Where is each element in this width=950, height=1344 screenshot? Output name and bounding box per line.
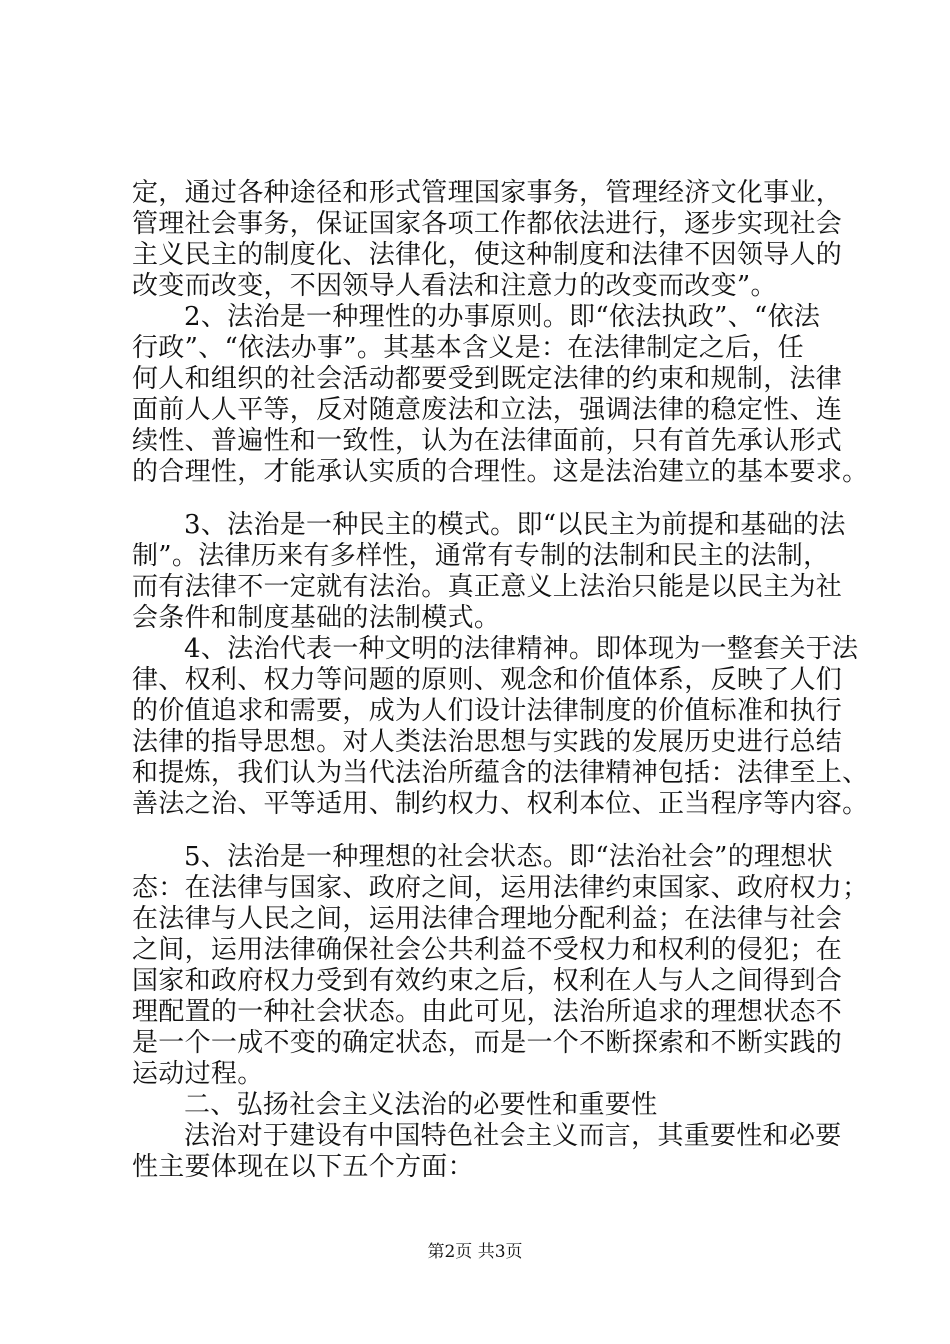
text-line: 的价值追求和需要，成为人们设计法律制度的价值标准和执行 bbox=[132, 696, 843, 726]
text-line: 行政”、“依法办事”。其基本含义是：在法律制定之后，任 bbox=[132, 333, 804, 363]
text-line: 改变而改变，不因领导人看法和注意力的改变而改变”。 bbox=[132, 271, 777, 301]
paragraph-continuation bbox=[132, 178, 843, 302]
text-line: 而有法律不一定就有法治。真正意义上法治只能是以民主为社 bbox=[132, 572, 843, 602]
text-line: 国家和政府权力受到有效约束之后，权利在人与人之间得到合 bbox=[132, 966, 843, 996]
section-heading bbox=[132, 1090, 832, 1121]
text-line: 在法律与人民之间，运用法律合理地分配利益；在法律与社会 bbox=[132, 904, 843, 934]
text-line: 制”。法律历来有多样性，通常有专制的法制和民主的法制， bbox=[132, 541, 830, 571]
heading-text: 二、弘扬社会主义法治的必要性和重要性 bbox=[184, 1090, 658, 1120]
page-footer bbox=[0, 1240, 950, 1264]
text-line: 会条件和制度基础的法制模式。 bbox=[132, 603, 501, 633]
paragraph-item-3 bbox=[132, 510, 846, 634]
paragraph-item-2 bbox=[132, 302, 869, 488]
text-line: 法治对于建设有中国特色社会主义而言，其重要性和必要 bbox=[184, 1121, 842, 1151]
text-line: 面前人人平等，反对随意废法和立法，强调法律的稳定性、连 bbox=[132, 395, 843, 425]
paragraph-intro bbox=[132, 1121, 842, 1183]
text-line: 何人和组织的社会活动都要受到既定法律的约束和规制，法律 bbox=[132, 364, 843, 394]
text-line: 之间，运用法律确保社会公共利益不受权力和权利的侵犯；在 bbox=[132, 935, 843, 965]
text-line: 3、法治是一种民主的模式。即“以民主为前提和基础的法 bbox=[184, 510, 846, 540]
text-line: 善法之治、平等适用、制约权力、权利本位、正当程序等内容。 bbox=[132, 789, 869, 819]
text-line: 态：在法律与国家、政府之间，运用法律约束国家、政府权力； bbox=[132, 873, 869, 903]
text-line: 5、法治是一种理想的社会状态。即“法治社会”的理想状 bbox=[184, 842, 833, 872]
text-line: 主义民主的制度化、法律化，使这种制度和法律不因领导人的 bbox=[132, 240, 843, 270]
text-line: 定，通过各种途径和形式管理国家事务，管理经济文化事业， bbox=[132, 178, 843, 208]
text-line: 和提炼，我们认为当代法治所蕴含的法律精神包括：法律至上、 bbox=[132, 758, 869, 788]
text-line: 运动过程。 bbox=[132, 1059, 264, 1089]
text-line: 2、法治是一种理性的办事原则。即“依法执政”、“依法 bbox=[184, 302, 821, 332]
text-line: 是一个一成不变的确定状态，而是一个不断探索和不断实践的 bbox=[132, 1028, 843, 1058]
page-number: 第2页 共3页 bbox=[427, 1242, 523, 1262]
text-line: 性主要体现在以下五个方面： bbox=[132, 1152, 474, 1182]
text-line: 律、权利、权力等问题的原则、观念和价值体系，反映了人们 bbox=[132, 665, 843, 695]
text-line: 的合理性，才能承认实质的合理性。这是法治建立的基本要求。 bbox=[132, 457, 869, 487]
text-line: 理配置的一种社会状态。由此可见，法治所追求的理想状态不 bbox=[132, 997, 843, 1027]
text-line: 管理社会事务，保证国家各项工作都依法进行，逐步实现社会 bbox=[132, 209, 843, 239]
text-line: 续性、普遍性和一致性，认为在法律面前，只有首先承认形式 bbox=[132, 426, 843, 456]
paragraph-item-4 bbox=[132, 634, 869, 820]
paragraph-item-5 bbox=[132, 842, 869, 1090]
text-line: 4、法治代表一种文明的法律精神。即体现为一整套关于法 bbox=[184, 634, 859, 664]
text-line: 法律的指导思想。对人类法治思想与实践的发展历史进行总结 bbox=[132, 727, 843, 757]
